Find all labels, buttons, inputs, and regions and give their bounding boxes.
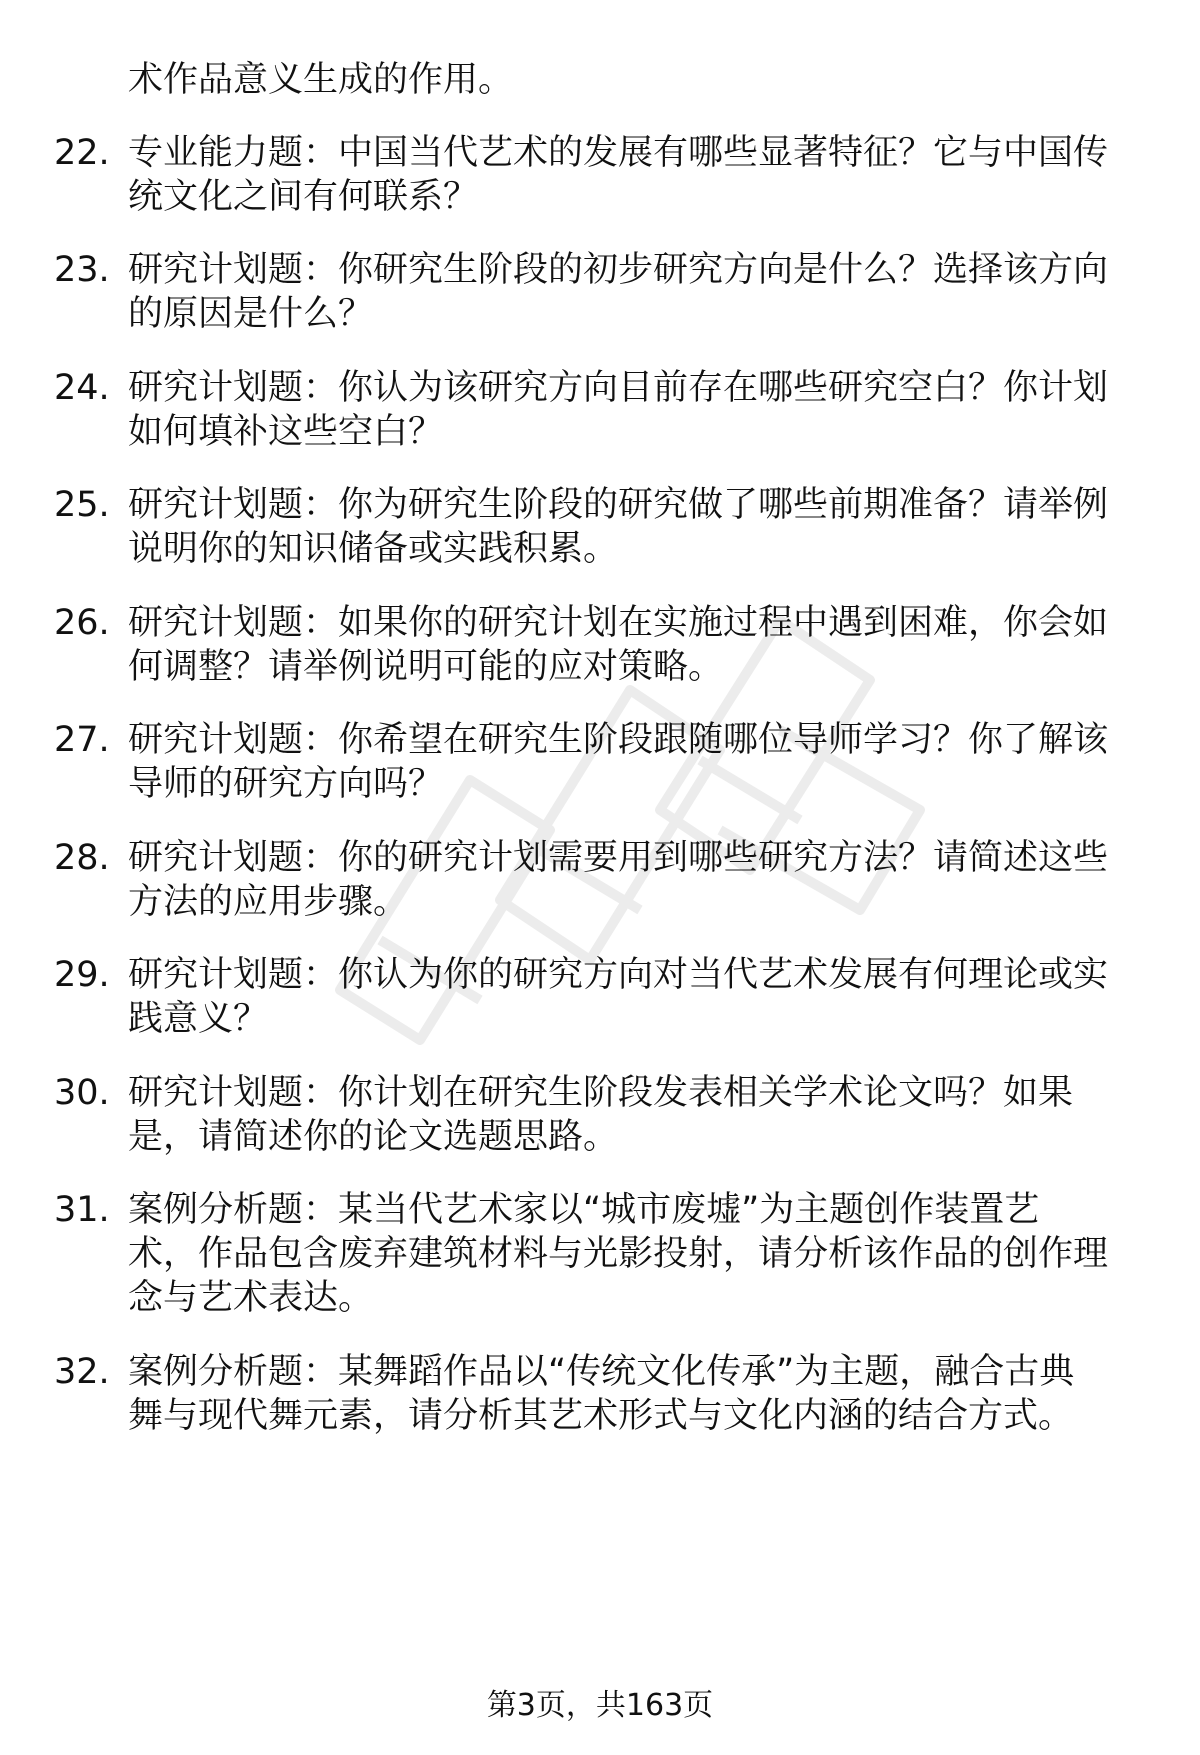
item-number: 29. — [54, 955, 110, 995]
item-text-line: 方法的应用步骤。 — [128, 882, 409, 922]
item-text-line: 案例分析题：某当代艺术家以“城市废墟”为主题创作装置艺 — [128, 1190, 1040, 1230]
item-number: 28. — [54, 838, 110, 878]
item-text-line: 研究计划题：如果你的研究计划在实施过程中遇到困难，你会如 — [128, 603, 1109, 643]
item-number: 22. — [54, 133, 110, 173]
item-text-line: 研究计划题：你为研究生阶段的研究做了哪些前期准备？请举例 — [128, 485, 1109, 525]
item-number: 25. — [54, 485, 110, 525]
item-text-line: 研究计划题：你希望在研究生阶段跟随哪位导师学习？你了解该 — [128, 720, 1109, 760]
item-text-line: 导师的研究方向吗？ — [128, 764, 444, 804]
item-text-line: 如何填补这些空白？ — [128, 412, 444, 452]
intro-line: 术作品意义生成的作用。 — [128, 60, 514, 100]
item-text-line: 是，请简述你的论文选题思路。 — [128, 1117, 619, 1157]
item-number: 30. — [54, 1073, 110, 1113]
item-text-line: 研究计划题：你研究生阶段的初步研究方向是什么？选择该方向 — [128, 250, 1109, 290]
item-number: 23. — [54, 250, 110, 290]
item-text-line: 说明你的知识储备或实践积累。 — [128, 529, 619, 569]
page-number-footer: 第3页，共163页 — [486, 1688, 714, 1723]
item-text-line: 念与艺术表达。 — [128, 1278, 374, 1318]
item-text-line: 专业能力题：中国当代艺术的发展有哪些显著特征？它与中国传 — [128, 133, 1109, 173]
item-number: 24. — [54, 368, 110, 408]
item-text-line: 案例分析题：某舞蹈作品以“传统文化传承”为主题，融合古典 — [128, 1352, 1075, 1392]
item-text-line: 践意义？ — [128, 999, 269, 1039]
item-text-line: 舞与现代舞元素，请分析其艺术形式与文化内涵的结合方式。 — [128, 1396, 1074, 1436]
item-text-line: 研究计划题：你认为该研究方向目前存在哪些研究空白？你计划 — [128, 368, 1109, 408]
item-number: 32. — [54, 1352, 110, 1392]
item-number: 31. — [54, 1190, 110, 1230]
item-text-line: 研究计划题：你认为你的研究方向对当代艺术发展有何理论或实 — [128, 955, 1109, 995]
item-text-line: 研究计划题：你的研究计划需要用到哪些研究方法？请简述这些 — [128, 838, 1109, 878]
item-number: 26. — [54, 603, 110, 643]
item-text-line: 统文化之间有何联系？ — [128, 177, 479, 217]
item-text-line: 术，作品包含废弃建筑材料与光影投射，请分析该作品的创作理 — [128, 1234, 1109, 1274]
item-text-line: 何调整？请举例说明可能的应对策略。 — [128, 647, 724, 687]
item-number: 27. — [54, 720, 110, 760]
item-text-line: 研究计划题：你计划在研究生阶段发表相关学术论文吗？如果 — [128, 1073, 1074, 1113]
item-text-line: 的原因是什么？ — [128, 294, 374, 334]
